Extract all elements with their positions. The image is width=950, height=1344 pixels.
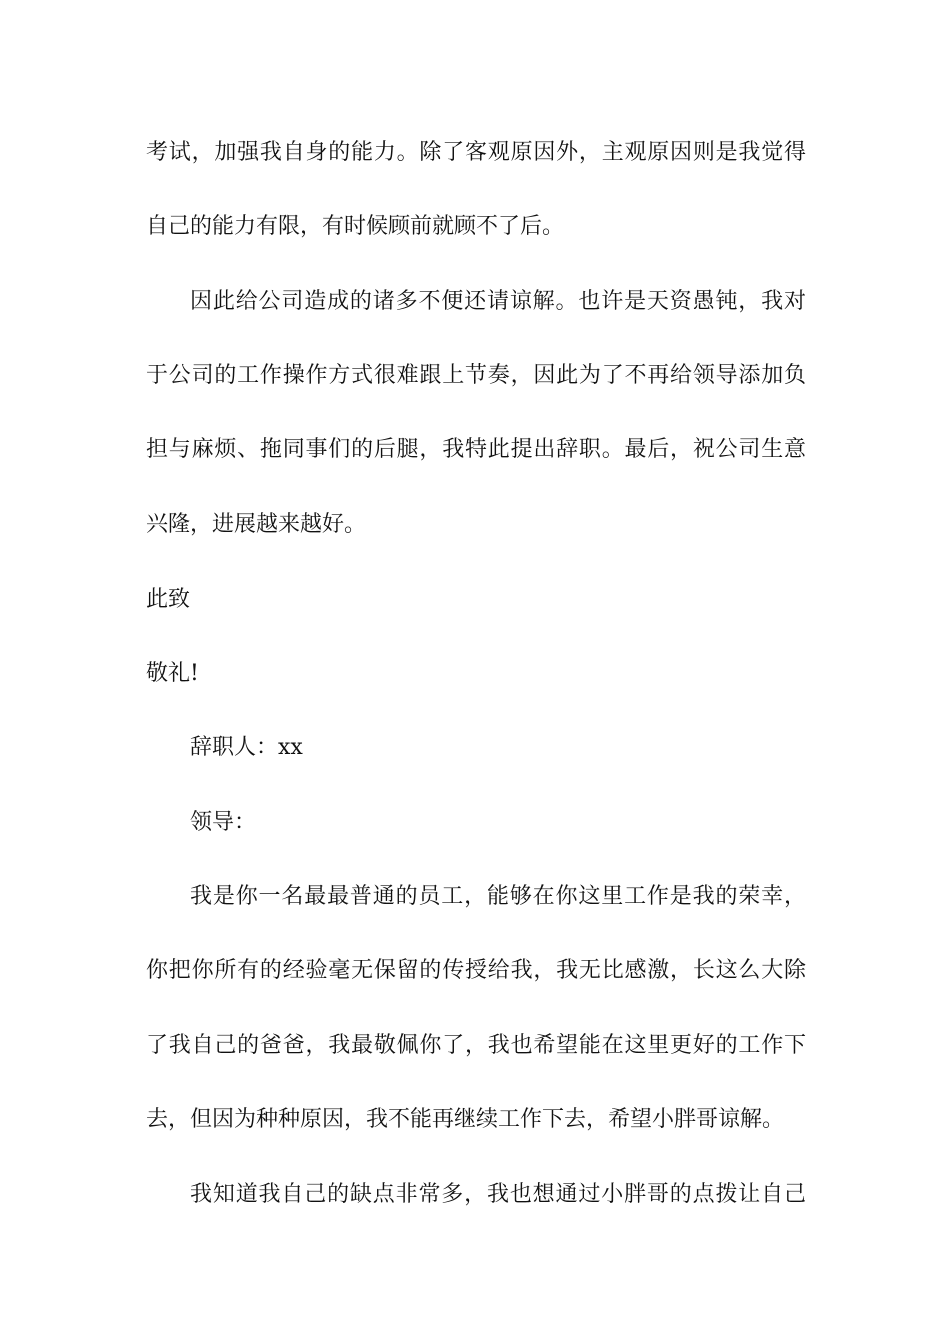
text-line-13: 了我自己的爸爸，我最敬佩你了，我也希望能在这里更好的工作下 bbox=[146, 1033, 806, 1058]
text-line-11: 我是你一名最最普通的员工，能够在你这里工作是我的荣幸， bbox=[190, 884, 806, 909]
text-line-1: 考试，加强我自身的能力。除了客观原因外，主观原因则是我觉得 bbox=[146, 140, 806, 165]
text-line-5: 担与麻烦、拖同事们的后腿，我特此提出辞职。最后，祝公司生意 bbox=[146, 437, 806, 462]
signature-line: 辞职人：xx bbox=[190, 735, 303, 760]
closing-regards: 敬礼! bbox=[146, 661, 199, 686]
closing-salutation: 此致 bbox=[146, 587, 191, 612]
text-line-6: 兴隆，进展越来越好。 bbox=[146, 512, 367, 537]
text-line-2: 自己的能力有限，有时候顾前就顾不了后。 bbox=[146, 214, 565, 239]
text-line-3: 因此给公司造成的诸多不便还请谅解。也许是天资愚钝，我对 bbox=[190, 289, 806, 314]
text-line-15: 我知道我自己的缺点非常多，我也想通过小胖哥的点拨让自己 bbox=[190, 1182, 806, 1207]
text-line-14: 去，但因为种种原因，我不能再继续工作下去，希望小胖哥谅解。 bbox=[146, 1107, 785, 1132]
text-line-4: 于公司的工作操作方式很难跟上节奏，因此为了不再给领导添加负 bbox=[146, 363, 806, 388]
text-line-12: 你把你所有的经验毫无保留的传授给我，我无比感激，长这么大除 bbox=[146, 958, 806, 983]
greeting-line: 领导： bbox=[190, 810, 257, 835]
